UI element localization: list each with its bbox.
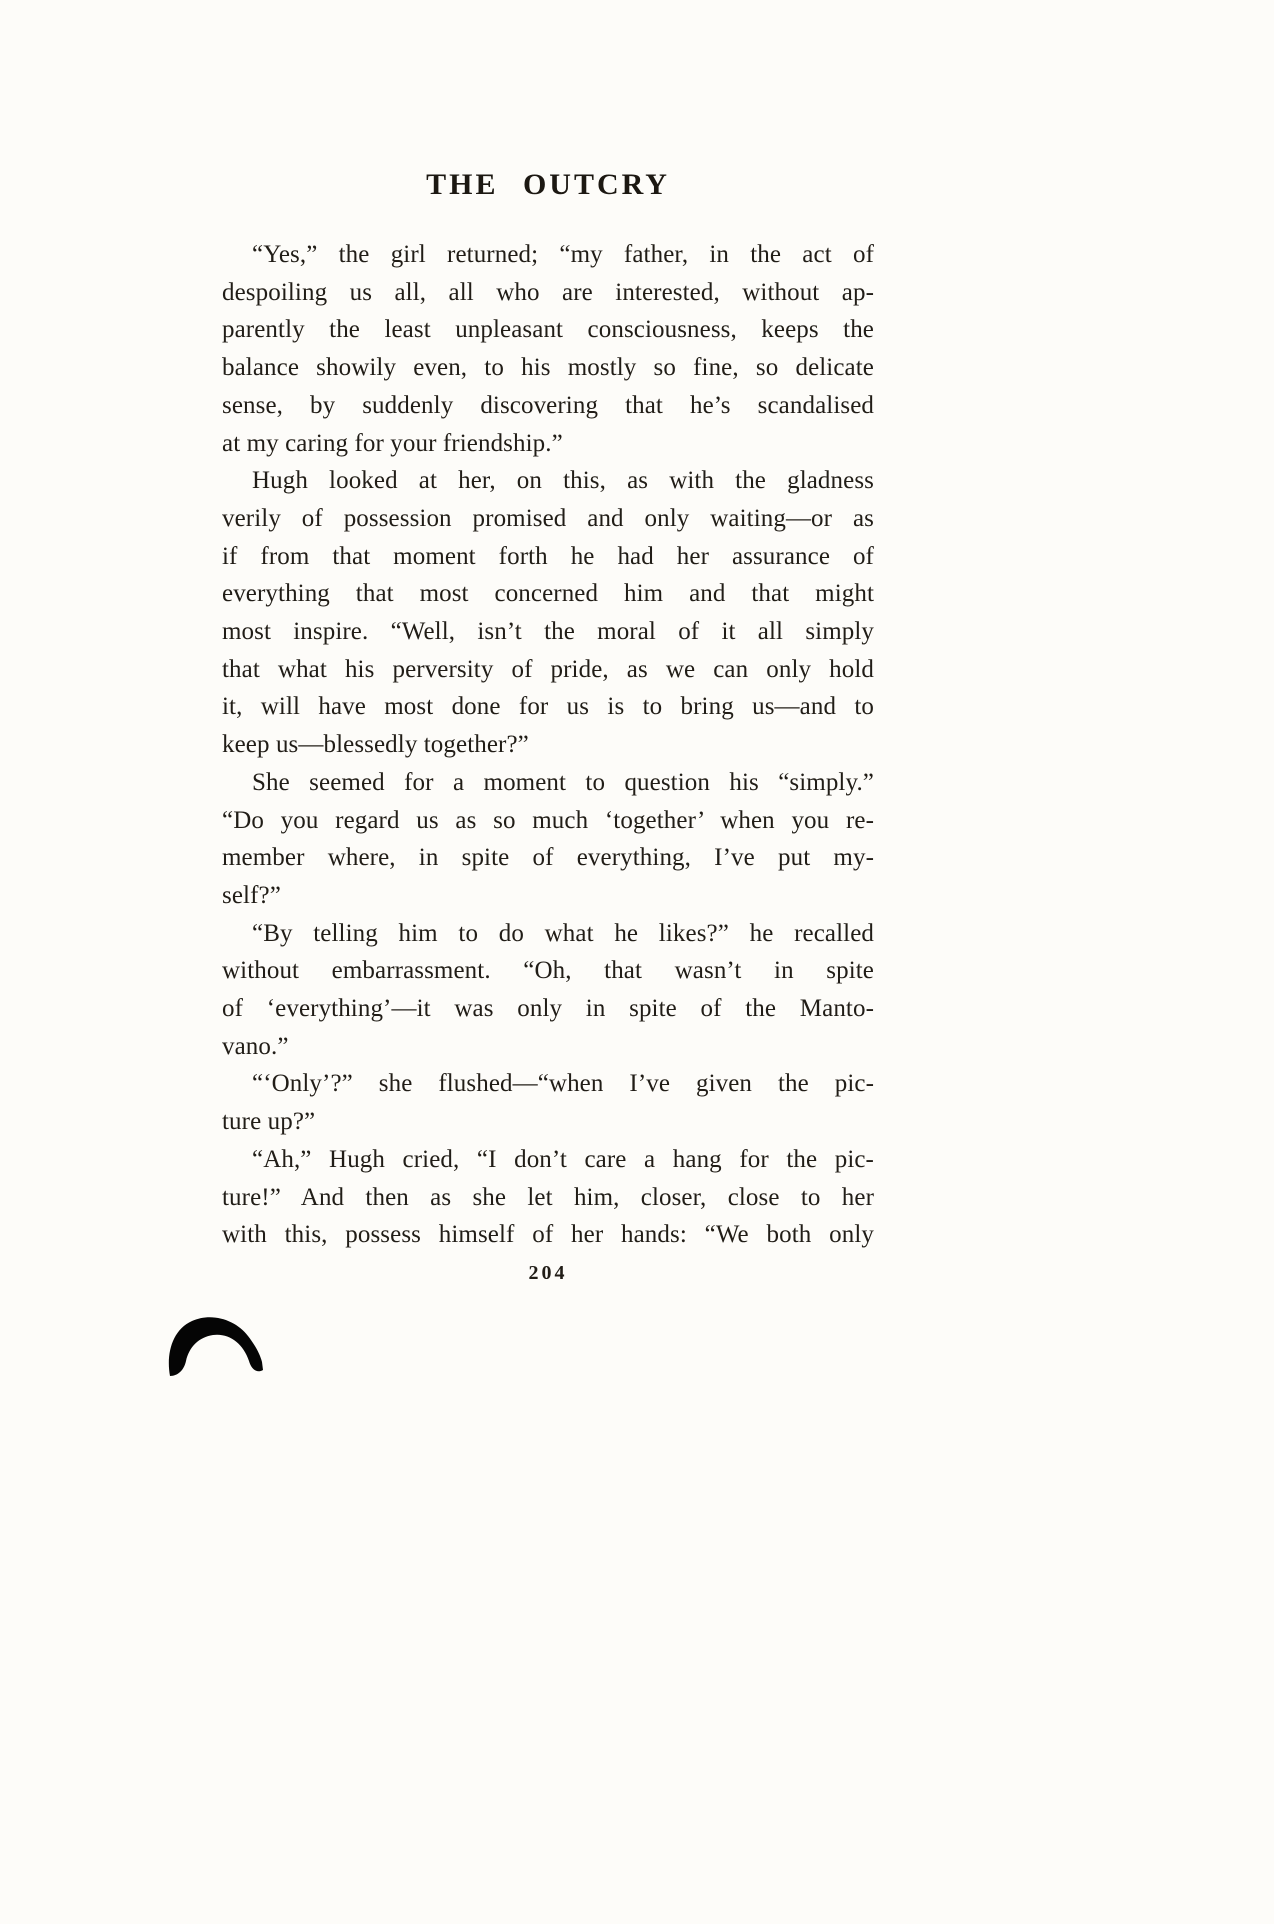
text-line: “Do you regard us as so much ‘together’ when you re- [222, 806, 874, 834]
text-line: without embarrassment. “Oh, that wasn’t in spite [222, 957, 874, 985]
text-line: if from that moment forth he had her assurance of [222, 542, 874, 570]
text-line: keep us—blessedly together?” [222, 731, 529, 759]
text-line: everything that most concerned him and that might [222, 580, 874, 608]
paragraph [222, 1065, 874, 1140]
text-line: vano.” [222, 1032, 289, 1060]
text-line: Hugh looked at her, on this, as with the gladness [252, 467, 874, 495]
text-line: despoiling us all, all who are interested, without ap- [222, 278, 874, 306]
text-line: verily of possession promised and only waiting—or as [222, 504, 874, 532]
paragraph [222, 1141, 874, 1254]
text-line: it, will have most done for us is to bring us—and to [222, 693, 874, 721]
paragraph [222, 915, 874, 1066]
text-line: “‘Only’?” she flushed—“when I’ve given the pic- [252, 1070, 874, 1098]
text-line: sense, by suddenly discovering that he’s scandalised [222, 391, 874, 419]
text-line: self?” [222, 881, 281, 909]
text-line: “Ah,” Hugh cried, “I don’t care a hang for the pic- [252, 1145, 874, 1173]
page-number: 204 [528, 1262, 568, 1284]
text-line: of ‘everything’—it was only in spite of the Manto- [222, 995, 874, 1023]
text-line: that what his perversity of pride, as we can only hold [222, 655, 874, 683]
paragraph [222, 764, 874, 915]
text-line: at my caring for your friendship.” [222, 429, 563, 457]
text-line: parently the least unpleasant consciousness, keeps the [222, 316, 874, 344]
page-title: THE OUTCRY [426, 168, 670, 201]
text-line: balance showily even, to his mostly so fine, so delicate [222, 354, 874, 382]
text-line: “By telling him to do what he likes?” he recalled [252, 919, 874, 947]
paragraph [222, 236, 874, 462]
body-text [222, 236, 874, 1254]
text-line: “Yes,” the girl returned; “my father, in the act of [252, 241, 874, 268]
text-line: with this, possess himself of her hands: “We both only [222, 1221, 874, 1249]
paragraph [222, 462, 874, 764]
ink-blot-artifact [166, 1316, 266, 1380]
text-line: member where, in spite of everything, I’ve put my- [222, 844, 874, 872]
text-line: most inspire. “Well, isn’t the moral of it all simply [222, 618, 874, 646]
text-line: ture!” And then as she let him, closer, close to her [222, 1183, 874, 1211]
text-line: ture up?” [222, 1108, 316, 1136]
text-line: She seemed for a moment to question his “simply.” [252, 768, 874, 796]
